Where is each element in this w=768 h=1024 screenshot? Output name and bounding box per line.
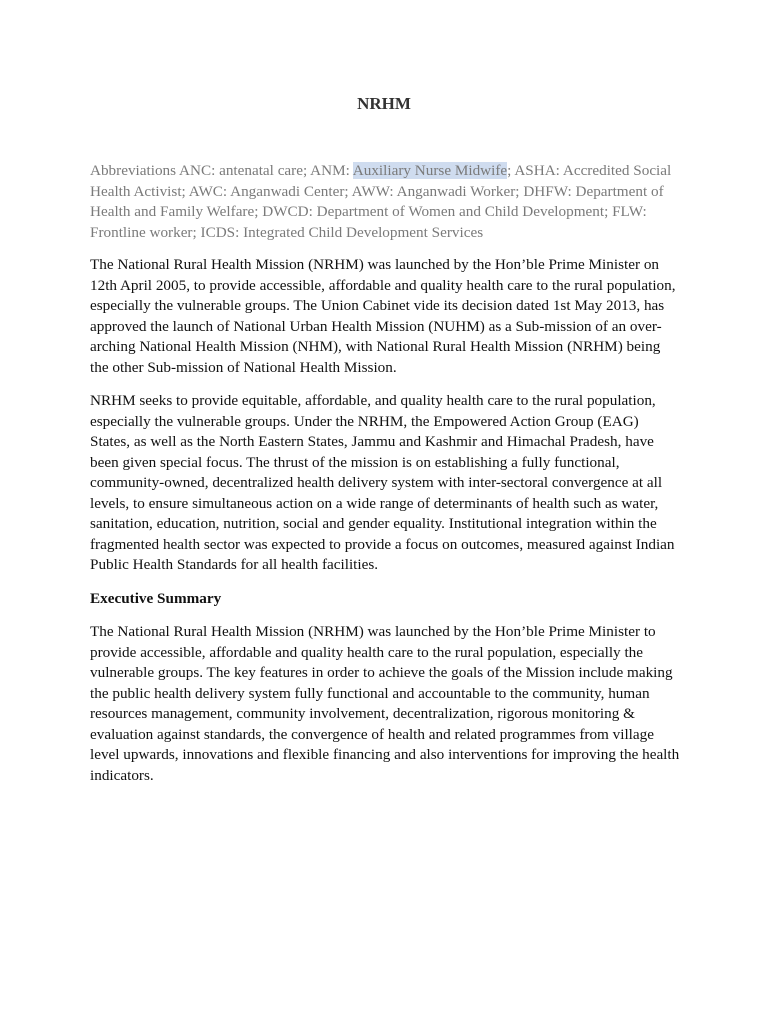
intro-paragraph: The National Rural Health Mission (NRHM) was launched by the Hon’ble Prime Minister on 12th April 2005, to provide accessible, affordable and quality health care to the rural population, especially the vulnerable groups. The Union Cabinet vide its decision dated 1st May 2013, has approved the launch of National Urban Health Mission (NUHM) as a Sub-mission of an over-arching National Health Mission (NHM), with National Rural Health Mission (NRHM) being the other Sub-mission of National Health Mission. [90,256,676,376]
document-body [90,161,680,799]
abbreviations-text-end: ; ASHA: Accredited Social Health Activist; AWC: Anganwadi Center; AWW: Anganwadi Worker; DHFW: Department of Health and Family Welfare; DWCD: Department of Women and Child Development; FLW: Frontline worker; ICDS: Integrated Child Development Services [90,162,672,241]
abbreviations-text-start: Abbreviations ANC: antenatal care; ANM: [90,162,353,179]
abbreviations-paragraph [90,161,680,243]
section-heading-executive-summary: Executive Summary [90,589,222,607]
highlighted-text-selection[interactable]: Auxiliary Nurse Midwife [352,162,508,179]
objectives-paragraph: NRHM seeks to provide equitable, affordable, and quality health care to the rural population, especially the vulnerable groups. Under the NRHM, the Empowered Action Group (EAG) States, as well as the North Eastern States, Jammu and Kashmir and Himachal Pradesh, have been given special focus. The thrust of the mission is on establishing a fully functional, community-owned, decentralized health delivery system with inter-sectoral convergence at all levels, to ensure simultaneous action on a wide range of determinants of health such as water, sanitation, education, nutrition, social and gender equality. Institutional integration within the fragmented health sector was expected to provide a focus on outcomes, measured against Indian Public Health Standards for all health facilities. [90,392,675,573]
document-title: NRHM [357,94,411,113]
summary-paragraph: The National Rural Health Mission (NRHM) was launched by the Hon’ble Prime Minister to provide accessible, affordable and quality health care to the rural population, especially the vulnerable groups. The key features in order to achieve the goals of the Mission include making the public health delivery system fully functional and accountable to the community, human resources management, community involvement, decentralization, rigorous monitoring & evaluation against standards, the convergence of health and related programmes from village level upwards, innovations and flexible financing and also interventions for improving the health indicators. [90,623,680,784]
